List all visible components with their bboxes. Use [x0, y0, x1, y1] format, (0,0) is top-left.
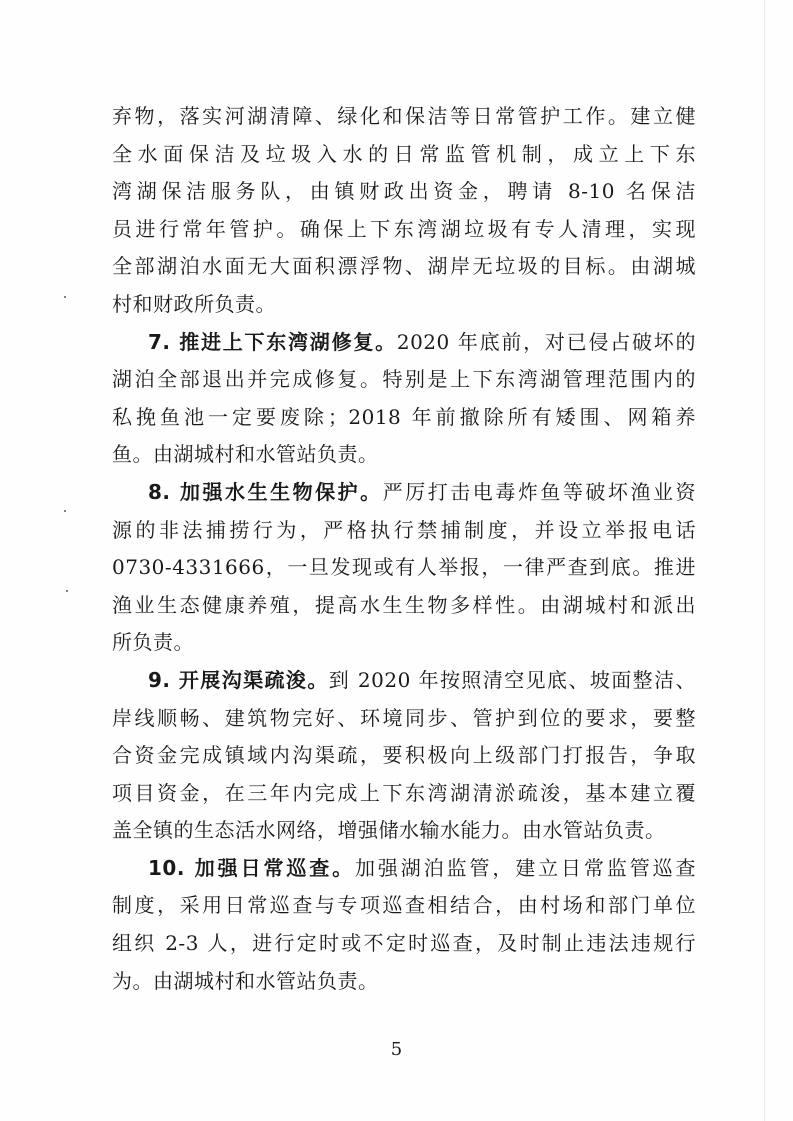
text-line: 源的非法捕捞行为，严格执行禁捕制度，并设立举报电话 [112, 517, 696, 542]
item-heading: 9. 开展沟渠疏浚。 [148, 667, 329, 692]
scan-speck [66, 590, 68, 592]
paragraph-item-10 [112, 850, 696, 1000]
text-line: 弃物，落实河湖清障、绿化和保洁等日常管护工作。建立健 [112, 104, 696, 128]
text-line: 全水面保洁及垃圾入水的日常监管机制，成立上下东 [112, 141, 696, 166]
text-line: 渔业生态健康养殖，提高水生生物多样性。由湖城村和派出 [112, 592, 696, 617]
document-body [112, 98, 696, 1000]
text-line: 鱼。由湖城村和水管站负责。 [112, 442, 379, 467]
scan-speck [64, 510, 66, 512]
paragraph-first-line [112, 850, 696, 888]
item-text: 严厉打击电毒炸鱼等破坏渔业资 [382, 479, 696, 504]
text-line: 盖全镇的生态活水网络，增强储水输水能力。由水管站负责。 [112, 818, 666, 843]
paragraph-first-line [112, 474, 696, 512]
text-line: 合资金完成镇域内沟渠疏，要积极向上级部门打报告，争取 [112, 743, 696, 768]
scan-speck [64, 296, 66, 298]
item-text: 加强湖泊监管，建立日常监管巡查 [355, 855, 696, 880]
paragraph-first-line [112, 324, 696, 362]
text-line: 村和财政所负责。 [112, 291, 276, 316]
text-line: 为。由湖城村和水管站负责。 [112, 968, 379, 993]
paragraph-item-9 [112, 662, 696, 850]
text-line: 湾湖保洁服务队，由镇财政出资金，聘请 8-10 名保洁 [112, 179, 696, 204]
paragraph-continuation [112, 98, 696, 324]
text-line: 组织 2-3 人，进行定时或不定时巡查，及时制止违法违规行 [112, 931, 696, 956]
text-line: 全部湖泊水面无大面积漂浮物、湖岸无垃圾的目标。由湖城 [112, 254, 696, 279]
text-line: 所负责。 [112, 630, 194, 655]
item-heading: 10. 加强日常巡查。 [148, 855, 356, 880]
item-text: 2020 年底前，对已侵占破坏的 [396, 329, 696, 354]
text-line: 私挽鱼池一定要废除；2018 年前撤除所有矮围、网箱养 [112, 404, 696, 429]
text-line: 制度，采用日常巡查与专项巡查相结合，由村场和部门单位 [112, 893, 696, 918]
item-heading: 7. 推进上下东湾湖修复。 [148, 329, 397, 354]
text-line: 湖泊全部退出并完成修复。特别是上下东湾湖管理范围内的 [112, 367, 696, 392]
text-line: 0730-4331666，一旦发现或有人举报，一律严查到底。推进 [112, 555, 696, 580]
item-heading: 8. 加强水生生物保护。 [148, 479, 383, 504]
paragraph-item-8 [112, 474, 696, 662]
text-line: 员进行常年管护。确保上下东湾湖垃圾有专人清理，实现 [112, 216, 696, 241]
text-line: 项目资金，在三年内完成上下东湾湖清淤疏浚，基本建立覆 [112, 780, 696, 805]
paragraph-item-7 [112, 324, 696, 474]
text-line: 岸线顺畅、建筑物完好、环境同步、管护到位的要求，要整 [112, 705, 696, 730]
scan-edge-line [764, 0, 765, 1121]
item-text: 到 2020 年按照清空见底、坡面整洁、 [328, 667, 696, 692]
page-number: 5 [390, 1039, 403, 1060]
paragraph-first-line [112, 662, 696, 700]
